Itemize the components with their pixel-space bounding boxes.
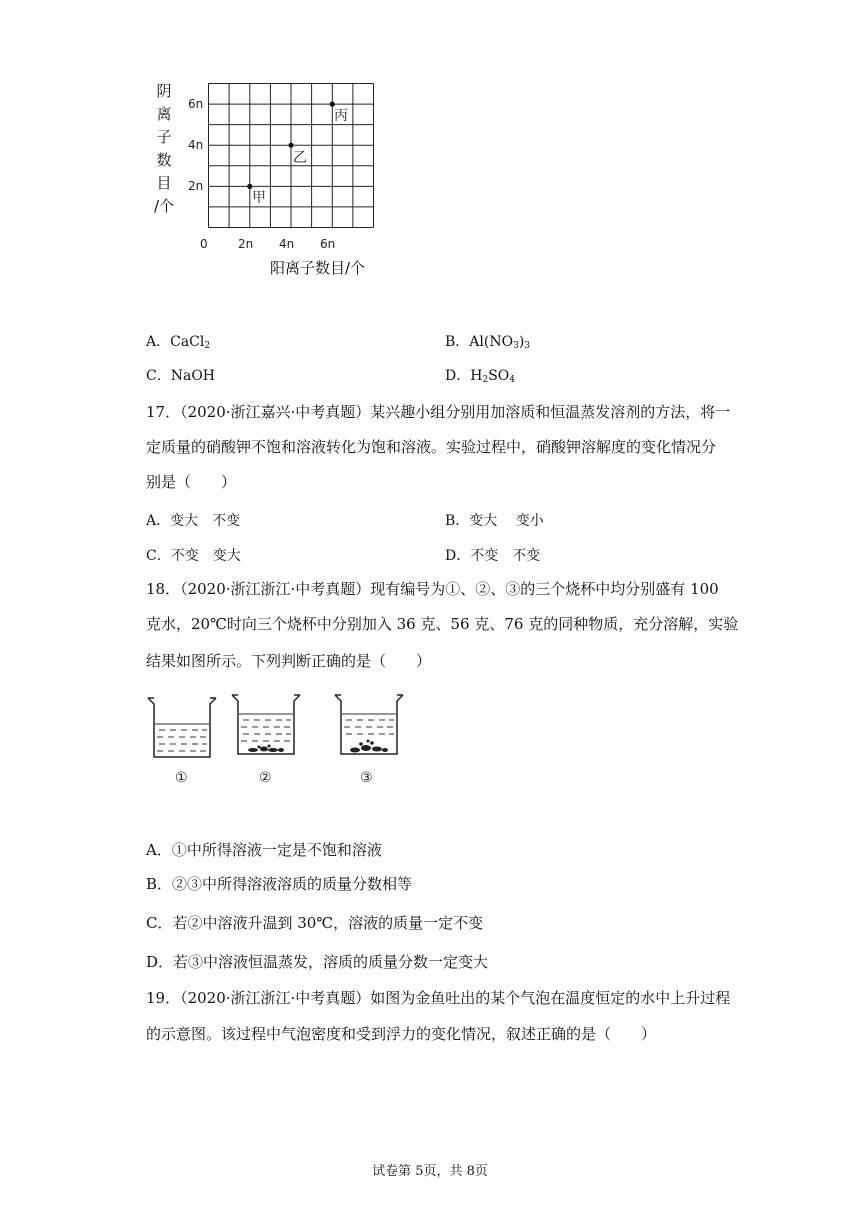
y-axis-label-char: 离 (156, 105, 172, 123)
x-tick-label: 4n (279, 237, 295, 251)
beaker-label-2: ② (259, 770, 272, 786)
point-label-jia: 甲 (252, 190, 266, 206)
ion-count-graph (150, 78, 390, 283)
y-axis-label-char: 子 (156, 128, 172, 146)
beaker-3 (335, 695, 403, 754)
q18-option-a[interactable]: A．①中所得溶液一定是不饱和溶液 (146, 841, 382, 859)
q18-stem-line: 18．（2020·浙江浙江·中考真题）现有编号为①、②、③的三个烧杯中均分别盛有 100 (146, 580, 719, 598)
y-axis-label-char: 数 (156, 151, 172, 169)
q16-option-b[interactable]: B．$Al(NO_3)_3$ (445, 334, 531, 351)
x-tick-label: 6n (320, 237, 336, 251)
graph-grid-svg (150, 78, 390, 283)
beaker-2-sediment (248, 745, 284, 753)
x-axis-label: 阳离子数目/个 (270, 259, 366, 277)
y-tick-label: 6n (188, 97, 204, 111)
beaker-label-3: ③ (360, 770, 373, 786)
q17-option-a[interactable]: A．变大 不变 (146, 513, 241, 529)
beaker-3-sediment (350, 740, 388, 753)
q16-option-c[interactable]: C．NaOH (146, 368, 216, 384)
beaker-1-liquid (155, 724, 209, 751)
q19-stem-line: 19．（2020·浙江浙江·中考真题）如图为金鱼吐出的某个气泡在温度恒定的水中上升过程 (146, 989, 731, 1007)
q16-option-d[interactable]: D．$H_2SO_4$ (445, 368, 515, 385)
q18-option-d[interactable]: D．若③中溶液恒温蒸发，溶质的质量分数一定变大 (146, 953, 489, 971)
x-tick-label: 0 (200, 237, 208, 251)
beakers-figure (140, 690, 420, 770)
beaker-2 (232, 695, 300, 754)
page-footer: 试卷第 5页，共 8页 (372, 1164, 488, 1179)
point-bing (330, 102, 335, 107)
q18-stem-line: 克水，20℃时向三个烧杯中分别加入 36 克、56 克、76 克的同种物质，充分溶解，实验 (146, 615, 739, 633)
point-yi (288, 143, 293, 148)
beaker-2-liquid (239, 714, 293, 741)
q17-option-c[interactable]: C．不变 变大 (146, 548, 241, 564)
q18-option-b[interactable]: B．②③中所得溶液溶质的质量分数相等 (146, 875, 413, 893)
q17-stem-line: 别是（ ） (146, 473, 237, 491)
x-tick-label: 2n (238, 237, 254, 251)
q16-option-a[interactable]: A．CaCl$_2$ (146, 334, 211, 351)
y-axis-label-char: 目 (156, 174, 172, 192)
beaker-1 (148, 698, 216, 757)
q17-option-b[interactable]: B．变大 变小 (445, 513, 544, 529)
y-axis-label-char: 阴 (156, 82, 172, 100)
point-label-bing: 丙 (334, 108, 348, 124)
q18-stem-line: 结果如图所示。下列判断正确的是（ ） (146, 652, 432, 670)
beaker-label-1: ① (175, 770, 188, 786)
y-tick-label: 4n (188, 138, 204, 152)
q17-stem-line: 定质量的硝酸钾不饱和溶液转化为饱和溶液。实验过程中，硝酸钾溶解度的变化情况分 (146, 438, 717, 456)
grid-lines (209, 84, 374, 228)
point-jia (247, 184, 252, 189)
q17-option-d[interactable]: D．不变 不变 (445, 548, 541, 564)
y-tick-label: 2n (188, 179, 204, 193)
q19-stem-line: 的示意图。该过程中气泡密度和受到浮力的变化情况，叙述正确的是（ ） (146, 1025, 657, 1043)
q17-stem-line: 17．（2020·浙江嘉兴·中考真题）某兴趣小组分别用加溶质和恒温蒸发溶剂的方法，将一 (146, 403, 731, 421)
y-axis-label-char: /个 (153, 197, 175, 215)
q18-option-c[interactable]: C．若②中溶液升温到 30℃，溶液的质量一定不变 (146, 914, 484, 932)
point-label-yi: 乙 (293, 150, 307, 166)
beaker-3-liquid (342, 714, 396, 734)
